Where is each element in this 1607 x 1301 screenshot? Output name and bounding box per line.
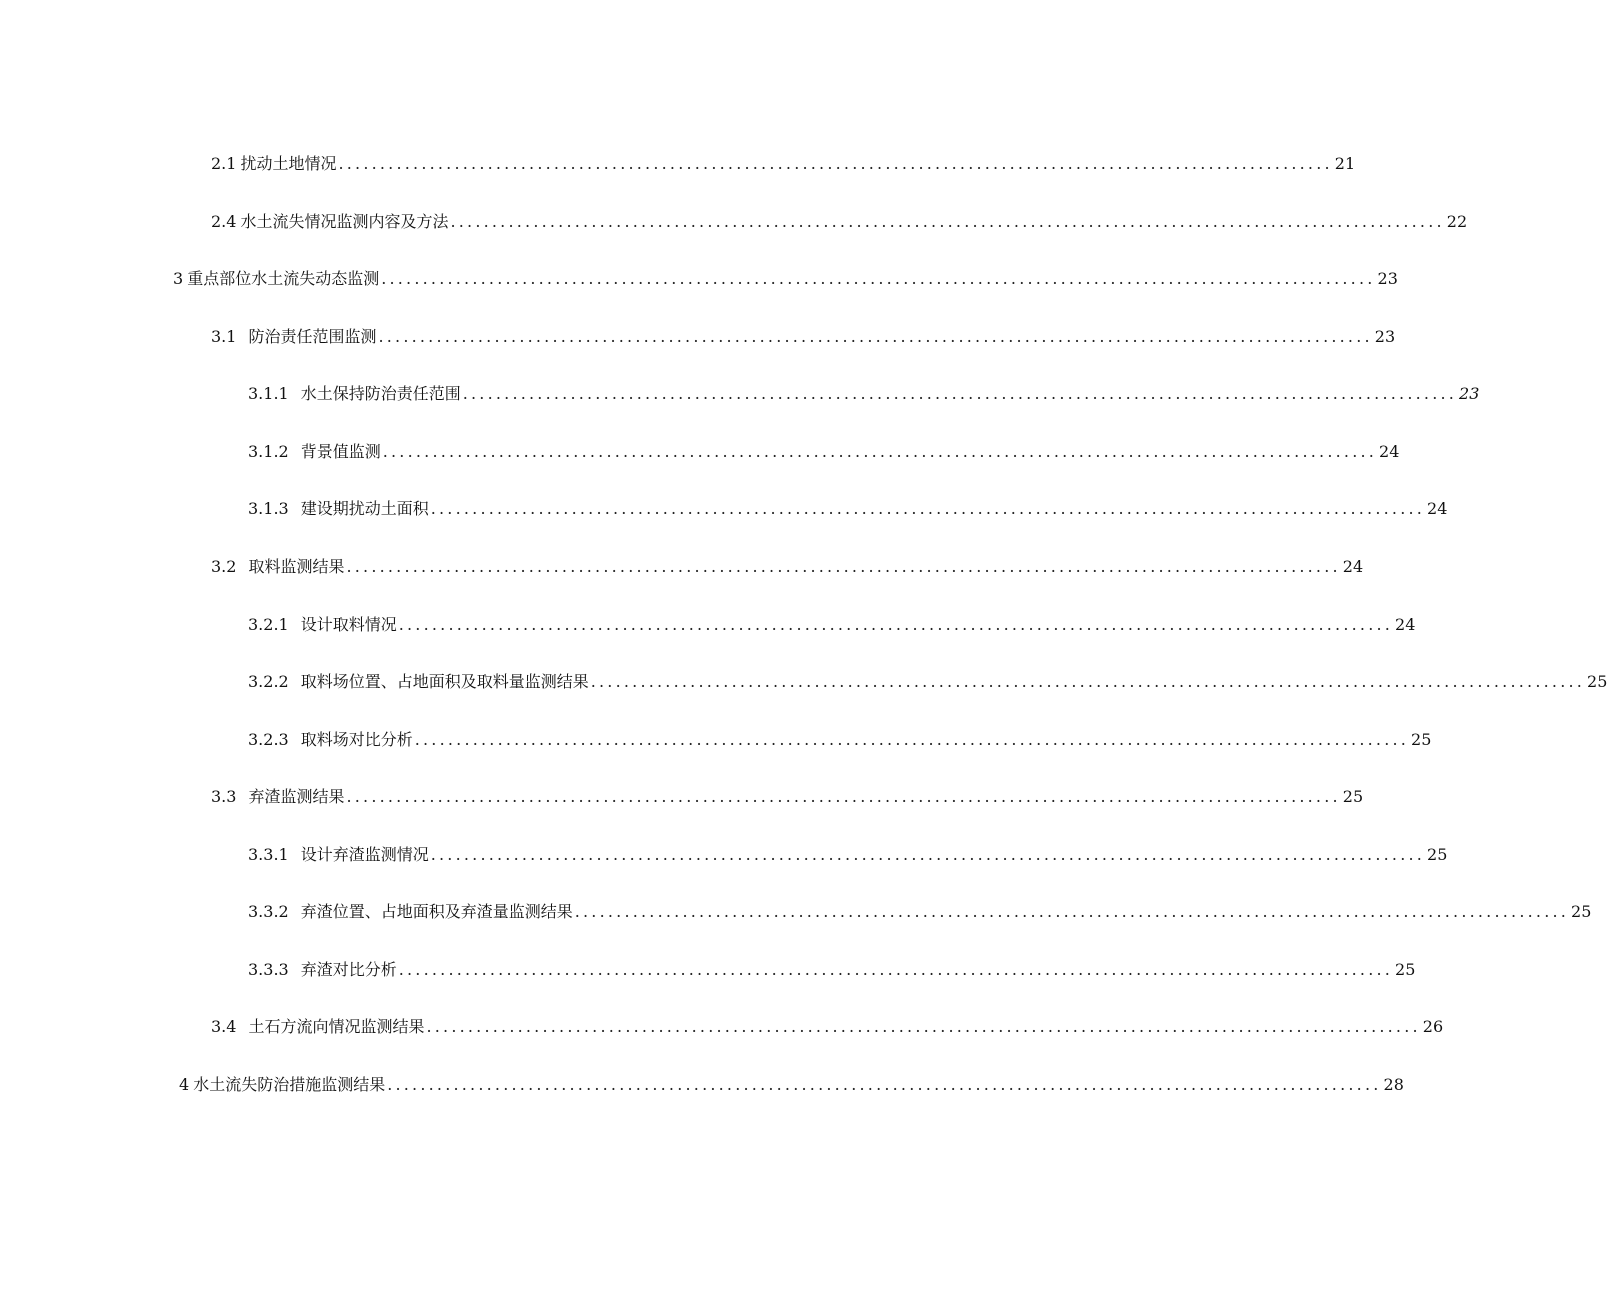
toc-entry-title: 取料场位置、占地面积及取料量监测结果 [300, 672, 589, 691]
toc-entry-number: 3.4 [211, 1017, 237, 1036]
toc-entry-page: 24 [1342, 557, 1364, 576]
toc-entry-title: 水土流失防治措施监测结果 [193, 1075, 386, 1094]
toc-entry-page: 23 [1374, 327, 1396, 346]
toc-entry-number: 3.1.3 [248, 499, 289, 518]
toc-entry-page: 22 [1446, 212, 1468, 231]
toc-entry-number: 3.2.3 [248, 730, 289, 749]
toc-entry-title: 重点部位水土流失动态监测 [187, 269, 380, 288]
toc-entry-page: 25 [1427, 845, 1448, 864]
toc-entry-number: 4 [179, 1075, 190, 1094]
toc-entry-3-2-2[interactable] [248, 672, 1607, 692]
toc-entry-title: 取料场对比分析 [300, 730, 413, 749]
toc-entry-title: 扰动土地情况 [240, 154, 337, 173]
toc-entry-3-1-1[interactable] [248, 384, 1480, 404]
toc-entry-3-1[interactable] [211, 327, 1396, 347]
toc-entry-page: 24 [1395, 615, 1416, 634]
toc-entry-title: 弃渣位置、占地面积及弃渣量监测结果 [300, 902, 573, 921]
toc-entry-number: 3.3.2 [248, 902, 289, 921]
toc-entry-number: 3.2.1 [248, 615, 289, 634]
toc-entry-number: 2.4 [211, 212, 237, 231]
toc-entry-page: 21 [1334, 154, 1356, 173]
toc-entry-3-1-2[interactable] [248, 442, 1400, 462]
toc-entry-number: 3.3.3 [248, 960, 289, 979]
toc-entry-page: 25 [1411, 730, 1432, 749]
toc-entry-number: 3.1 [211, 327, 237, 346]
toc-dot-leader: ........................................................................................................................ [346, 787, 1341, 806]
toc-entry-3-3[interactable] [211, 787, 1364, 807]
toc-entry-title: 土石方流向情况监测结果 [248, 1017, 425, 1036]
toc-dot-leader: ........................................................................................................................ [338, 154, 1333, 173]
toc-dot-leader: ........................................................................................................................ [430, 845, 1426, 864]
toc-dot-leader: ........................................................................................................................ [387, 1075, 1382, 1094]
toc-entry-title: 建设期扰动土面积 [300, 499, 429, 518]
toc-dot-leader: ........................................................................................................................ [462, 384, 1458, 403]
toc-entry-number: 3.2.2 [248, 672, 289, 691]
toc-entry-3-1-3[interactable] [248, 499, 1448, 519]
toc-entry-page: 26 [1422, 1017, 1444, 1036]
toc-entry-title: 水土保持防治责任范围 [300, 384, 461, 403]
toc-entry-title: 设计取料情况 [300, 615, 397, 634]
toc-entry-title: 弃渣监测结果 [248, 787, 345, 806]
toc-entry-number: 2.1 [211, 154, 237, 173]
toc-entry-number: 3.1.1 [248, 384, 289, 403]
toc-entry-page: 25 [1395, 960, 1416, 979]
toc-dot-leader: ........................................................................................................................ [398, 615, 1394, 634]
toc-dot-leader: ........................................................................................................................ [450, 212, 1445, 231]
toc-entry-title: 弃渣对比分析 [300, 960, 397, 979]
toc-dot-leader: ........................................................................................................................ [590, 672, 1586, 691]
toc-entry-4[interactable] [179, 1075, 1404, 1095]
toc-dot-leader: ........................................................................................................................ [414, 730, 1410, 749]
toc-dot-leader: ........................................................................................................................ [574, 902, 1570, 921]
toc-entry-page: 24 [1427, 499, 1448, 518]
toc-entry-3[interactable] [173, 269, 1398, 289]
toc-entry-number: 3.2 [211, 557, 237, 576]
toc-entry-page: 25 [1571, 902, 1592, 921]
toc-entry-3-2[interactable] [211, 557, 1364, 577]
toc-entry-title: 水土流失情况监测内容及方法 [240, 212, 449, 231]
toc-dot-leader: ........................................................................................................................ [382, 442, 1378, 461]
toc-entry-number: 3 [173, 269, 184, 288]
toc-entry-page: 28 [1383, 1075, 1404, 1094]
toc-entry-3-2-3[interactable] [248, 730, 1432, 750]
toc-entry-3-2-1[interactable] [248, 615, 1416, 635]
toc-entry-page: 23 [1377, 269, 1398, 288]
toc-entry-3-3-3[interactable] [248, 960, 1416, 980]
toc-entry-3-3-2[interactable] [248, 902, 1592, 922]
toc-dot-leader: ........................................................................................................................ [346, 557, 1341, 576]
toc-dot-leader: ........................................................................................................................ [426, 1017, 1421, 1036]
toc-dot-leader: ........................................................................................................................ [430, 499, 1426, 518]
toc-entry-2-4[interactable] [211, 212, 1468, 232]
toc-entry-3-3-1[interactable] [248, 845, 1448, 865]
toc-entry-number: 3.3.1 [248, 845, 289, 864]
toc-entry-2-1[interactable] [211, 154, 1356, 174]
toc-entry-title: 背景值监测 [300, 442, 381, 461]
toc-entry-page: 24 [1379, 442, 1400, 461]
toc-dot-leader: ........................................................................................................................ [398, 960, 1394, 979]
toc-entry-title: 取料监测结果 [248, 557, 345, 576]
toc-dot-leader: ........................................................................................................................ [381, 269, 1376, 288]
toc-entry-page: 25 [1587, 672, 1607, 691]
toc-entry-title: 设计弃渣监测情况 [300, 845, 429, 864]
toc-entry-3-4[interactable] [211, 1017, 1444, 1037]
toc-entry-number: 3.1.2 [248, 442, 289, 461]
toc-dot-leader: ........................................................................................................................ [378, 327, 1373, 346]
toc-entry-title: 防治责任范围监测 [248, 327, 377, 346]
toc-entry-number: 3.3 [211, 787, 237, 806]
toc-entry-page: 23 [1459, 384, 1480, 403]
toc-entry-page: 25 [1342, 787, 1364, 806]
